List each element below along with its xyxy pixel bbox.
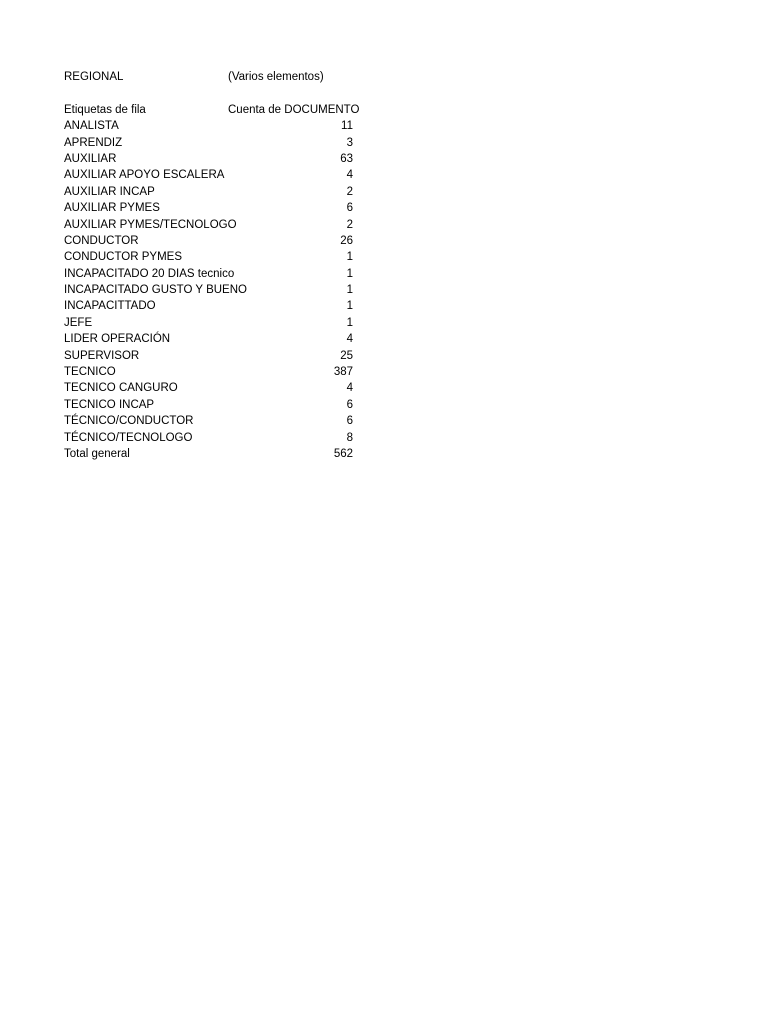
row-count: 3 [346, 136, 353, 149]
row-count: 25 [340, 349, 353, 362]
row-count: 26 [340, 234, 353, 247]
header-row [64, 102, 364, 118]
row-count: 1 [346, 267, 353, 280]
blank-row [64, 85, 364, 101]
row-count: 6 [346, 415, 353, 428]
row-count: 8 [346, 431, 353, 444]
row-label: TÉCNICO/CONDUCTOR [64, 415, 194, 428]
row-label: TECNICO INCAP [64, 398, 155, 411]
row-count: 4 [346, 333, 353, 346]
table-row [64, 348, 364, 364]
count-column-header: Cuenta de DOCUMENTO [228, 103, 360, 116]
row-label: INCAPACITADO GUSTO Y BUENO [64, 284, 247, 297]
table-row [64, 167, 364, 183]
row-label: AUXILIAR INCAP [64, 185, 155, 198]
table-row [64, 315, 364, 331]
total-count: 562 [333, 447, 353, 460]
row-label: JEFE [64, 316, 93, 329]
row-label: TECNICO [64, 366, 116, 379]
table-row [64, 364, 364, 380]
table-row [64, 266, 364, 282]
row-count: 63 [340, 152, 353, 165]
table-row [64, 233, 364, 249]
row-label: AUXILIAR [64, 152, 117, 165]
row-count: 6 [346, 398, 353, 411]
row-label: TÉCNICO/TECNOLOGO [64, 431, 193, 444]
row-count: 1 [346, 284, 353, 297]
table-row [64, 118, 364, 134]
row-count: 4 [346, 169, 353, 182]
table-row [64, 331, 364, 347]
row-label: ANALISTA [64, 120, 119, 133]
row-count: 1 [346, 300, 353, 313]
data-rows [64, 118, 364, 446]
table-row [64, 217, 364, 233]
row-count: 11 [341, 120, 353, 133]
row-count: 387 [333, 366, 353, 379]
row-count: 1 [346, 251, 353, 264]
table-row [64, 249, 364, 265]
row-count: 6 [346, 202, 353, 215]
pivot-table [64, 69, 364, 462]
table-row [64, 151, 364, 167]
row-label: AUXILIAR APOYO ESCALERA [64, 169, 225, 182]
row-count: 2 [346, 218, 353, 231]
row-label: AUXILIAR PYMES [64, 202, 160, 215]
row-label: AUXILIAR PYMES/TECNOLOGO [64, 218, 237, 231]
table-row [64, 298, 364, 314]
table-row [64, 200, 364, 216]
row-label: SUPERVISOR [64, 349, 140, 362]
table-row [64, 430, 364, 446]
row-label: LIDER OPERACIÓN [64, 333, 171, 346]
table-row [64, 282, 364, 298]
filter-dropdown-value[interactable]: (Varios elementos) [228, 71, 324, 83]
row-count: 4 [346, 382, 353, 395]
total-label: Total general [64, 447, 130, 460]
row-label: TECNICO CANGURO [64, 382, 178, 395]
table-row [64, 397, 364, 413]
table-row [64, 413, 364, 429]
row-label: APRENDIZ [64, 136, 123, 149]
table-row [64, 135, 364, 151]
row-count: 2 [346, 185, 353, 198]
filter-label: REGIONAL [64, 71, 124, 83]
filter-row [64, 69, 364, 85]
row-labels-header[interactable]: Etiquetas de fila [64, 103, 146, 116]
table-row [64, 380, 364, 396]
row-label: INCAPACITADO 20 DIAS tecnico [64, 267, 235, 280]
row-label: CONDUCTOR PYMES [64, 251, 182, 264]
table-row [64, 184, 364, 200]
row-count: 1 [346, 316, 353, 329]
row-label: INCAPACITTADO [64, 300, 156, 313]
total-row [64, 446, 364, 462]
row-label: CONDUCTOR [64, 234, 139, 247]
